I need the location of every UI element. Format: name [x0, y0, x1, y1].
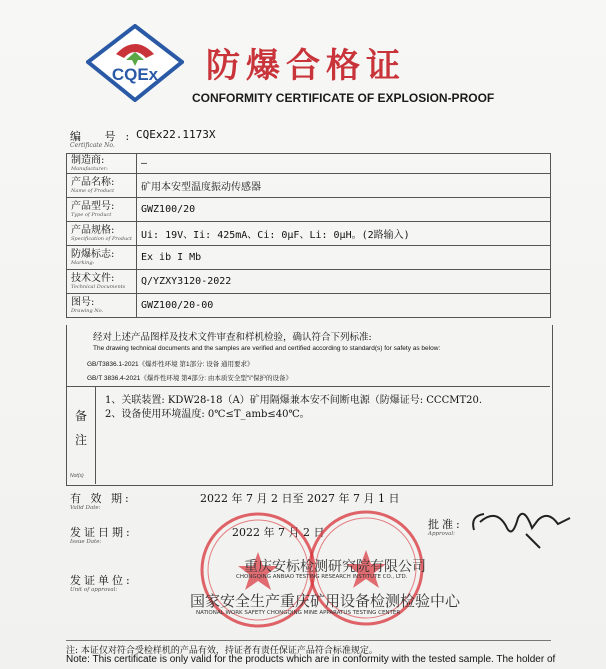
approval-label: 批准: [428, 518, 463, 531]
remark-line: 2、设备使用环境温度: 0℃≤T_amb≤40℃。 [105, 409, 310, 420]
title-english: CONFORMITY CERTIFICATE OF EXPLOSION-PROOF [192, 91, 495, 105]
table-row [67, 154, 551, 174]
standard-item: GB/T3836.1-2021《爆炸性环境 第1部分: 设备 通用要求》 [87, 361, 254, 368]
issuer-row [70, 572, 133, 593]
table-row [67, 174, 551, 198]
issuer-label-en: Unit of approval: [70, 587, 118, 593]
table-row [67, 222, 551, 246]
remarks-section [67, 386, 550, 484]
field-label-en: Technical Documents [71, 284, 126, 290]
field-label-en: Marking: [71, 260, 95, 266]
validity-label: 有 效 期: [70, 492, 132, 505]
certificate-label-en: Certificate No. [70, 142, 115, 149]
field-value: GWZ100/20 [136, 198, 550, 222]
table-row [67, 270, 551, 294]
field-label: 图号: [71, 297, 95, 308]
title-chinese: 防爆合格证 [206, 46, 406, 86]
field-label: 产品规格: [71, 225, 115, 236]
table-row [67, 294, 551, 318]
validity-row [70, 490, 132, 511]
issue-value: 2022 年 7 月 2 日 [232, 526, 325, 539]
standards-statement [66, 325, 553, 486]
remarks-label: 注 [75, 433, 88, 447]
validity-label-en: Valid Date: [70, 505, 101, 511]
product-info-table [66, 153, 551, 318]
field-value: GWZ100/20-00 [136, 294, 550, 318]
issue-label: 发证日期: [70, 526, 133, 539]
table-row [67, 246, 551, 270]
issuer-name-2: 国家安全生产重庆矿用设备检测检验中心 [190, 592, 461, 610]
issuer-name-1-en: CHONGQING ANBIAO TESTING RESEARCH INSTITUTE CO., LTD. [236, 574, 408, 580]
footnote [66, 640, 556, 665]
issuer-name-1: 重庆安标检测研究院有限公司 [244, 559, 426, 575]
field-label-en: Name of Product [71, 188, 115, 194]
field-value: Ui: 19V、Ii: 425mA、Ci: 0μF、Li: 0μH。(2路输入) [136, 222, 550, 246]
remark-line: 1、关联装置: KDW28-18（A）矿用隔爆兼本安不间断电源（防爆证号: CCCMT20. [105, 395, 483, 406]
field-label: 产品型号: [71, 201, 115, 212]
field-label: 技术文件: [71, 273, 115, 284]
field-label: 产品名称: [71, 177, 115, 188]
issue-row [70, 524, 133, 545]
remarks-label: 备 [75, 409, 88, 423]
field-label-en: Type of Product [71, 212, 112, 218]
statement-english: The drawing technical documents and the samples are verified and certified according to standard(s) for safety as below: [93, 345, 441, 352]
field-value: Ex ib I Mb [136, 246, 550, 270]
issuer-name-2-en: NATIONAL WORK SAFETY CHONGQING MINE APPARATUS TESTING CENTER [196, 610, 401, 616]
validity-value: 2022 年 7 月 2 日至 2027 年 7 月 1 日 [200, 492, 400, 505]
certificate-label: 编 号: [70, 130, 140, 143]
cqex-logo [86, 24, 184, 102]
field-label-en: Specification of Product [71, 236, 132, 242]
field-label-en: Manufacturer: [71, 166, 108, 172]
signature-icon [466, 500, 576, 550]
certificate-number [70, 128, 216, 149]
footnote-chinese: 注: 本证仅对符合受检样机的产品有效，持证者有责任保证产品符合标准规定。 [66, 646, 378, 656]
field-label: 防爆标志: [71, 249, 115, 260]
issuer-label: 发证单位: [70, 574, 133, 587]
issue-label-en: Issue Date: [70, 539, 102, 545]
field-value: Q/YZXY3120-2022 [136, 270, 550, 294]
statement-chinese: 经对上述产品图样及技术文件审查和样机检验，确认符合下列标准: [93, 332, 372, 343]
certificate-value: CQEx22.1173X [136, 128, 216, 141]
footnote-english: Note: This certificate is only valid for the products which are in conformity with the tested sample. The holder of [66, 654, 556, 665]
standard-item: GB/T 3836.4-2021《爆炸性环境 第4部分: 由本质安全型"i"保护的设备》 [87, 375, 292, 382]
field-value: — [136, 154, 550, 174]
approval-label-en: Approval: [428, 531, 455, 537]
logo-text: CQEx [111, 65, 159, 84]
field-label-en: Drawing No. [71, 308, 104, 314]
remarks-label-en: Not(s) [70, 473, 84, 479]
field-value: 矿用本安型温度振动传感器 [136, 174, 550, 198]
table-row [67, 198, 551, 222]
field-label: 制造商: [71, 155, 105, 166]
